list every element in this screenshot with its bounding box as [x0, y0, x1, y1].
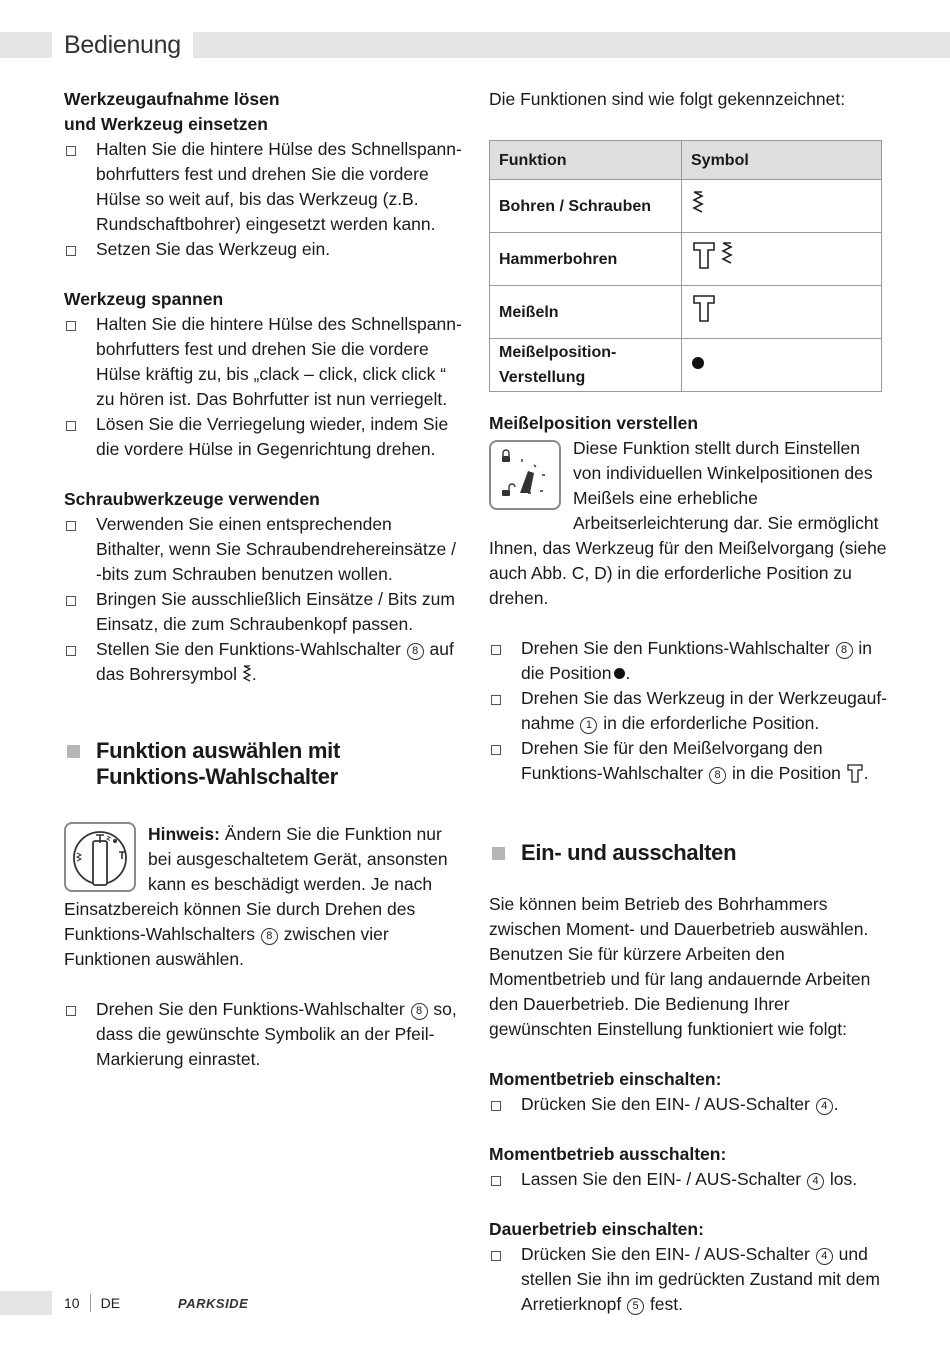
ref-number: 4	[816, 1248, 833, 1265]
brand-logo: PARKSIDE	[178, 1295, 249, 1311]
ref-number: 8	[407, 643, 424, 660]
header-bar-left	[0, 32, 52, 58]
hint-block: Hinweis: Ändern Sie die Funktion nur bei ausgeschaltetem Gerät, ansonsten kann es beschädigt werden. Je nach Einsatzbereich können Sie durch Drehen des Funktions-Wahlschalters 8 zwischen vier Funktionen auswählen.	[64, 824, 448, 969]
drill-icon	[691, 202, 705, 219]
table-header-row	[490, 141, 882, 180]
chisel-position-block: Diese Funktion stellt durch Einstellen von individuellen Winkelpositionen des Meißels eine erhebliche Arbeitserleichterung dar. Sie ermöglicht Ihnen, das Werkzeug für den Meißelvorgang (siehe auch Abb. C, D) in die erforderliche Position zu drehen.	[489, 438, 887, 608]
hammer-drill-icon	[691, 258, 737, 275]
table-intro: Die Funktionen sind wie folgt gekennzeichnet:	[489, 89, 846, 109]
hint-label: Hinweis:	[148, 824, 220, 844]
section-title-momentary-off: Momentbetrieb ausschalten:	[489, 1144, 727, 1164]
list-item: Halten Sie die hintere Hülse des Schnellspannbohrfutters fest und drehen Sie die vordere Hülse kräftig zu, bis „clack – click, click click “ zu hören ist. Das Bohrfutter ist nun verriegelt.	[64, 312, 464, 412]
section-title-momentary-on: Momentbetrieb einschalten:	[489, 1069, 722, 1089]
header-bar-right	[193, 32, 950, 58]
chisel-icon	[846, 763, 864, 790]
list-item: Verwenden Sie einen entsprechenden Bithalter, wenn Sie Schraubendrehereinsätze / -bits zum Schrauben benutzen wollen.	[64, 512, 464, 587]
ref-number: 4	[807, 1173, 824, 1190]
dot-icon	[614, 668, 625, 679]
footer-divider	[90, 1294, 91, 1312]
language-code: DE	[100, 1295, 121, 1311]
ref-number: 8	[836, 642, 853, 659]
ref-number: 1	[580, 717, 597, 734]
table-row: Meißeln	[490, 286, 882, 339]
on-off-intro: Sie können beim Betrieb des Bohrhammers zwischen Moment- und Dauerbetrieb auswählen. Benutzen Sie für kürzere Arbeiten den Momentbetrieb und für lang andauernde Arbeiten den Dauerbetrieb. Die Bedienung Ihrer gewünschten Einstellung funktioniert wie folgt:	[489, 894, 871, 1039]
chisel-position-icon	[489, 440, 561, 510]
list-item: Drehen Sie das Werkzeug in der Werkzeugaufnahme 1 in die erforderliche Position.	[489, 686, 889, 736]
dot-icon	[691, 357, 705, 374]
list-item: Lassen Sie den EIN- / AUS-Schalter 4 los.	[489, 1167, 889, 1192]
table-row: Meißelposition- Verstellung	[490, 339, 882, 392]
list-item: Lösen Sie die Verriegelung wieder, indem Sie die vordere Hülse in Gegenrichtung drehen.	[64, 412, 464, 462]
drill-icon	[242, 664, 252, 691]
function-table	[489, 140, 882, 392]
section-heading-function-select: Funktion auswählen mit Funktions-Wahlschalter	[64, 738, 464, 790]
list-item: Halten Sie die hintere Hülse des Schnellspannbohrfutters fest und drehen Sie die vordere Hülse so weit auf, bis das Werkzeug (z.B. Rundschaftbohrer) eingesetzt werden kann.	[64, 137, 464, 237]
section-heading-on-off: Ein- und ausschalten	[489, 840, 889, 866]
list-item: Drücken Sie den EIN- / AUS-Schalter 4 .	[489, 1092, 889, 1117]
chisel-icon	[691, 311, 719, 328]
table-header-symbol: Symbol	[682, 141, 882, 180]
list-item: Stellen Sie den Funktions-Wahlschalter 8 auf das Bohrersymbol .	[64, 637, 464, 691]
section-title-tool-chuck: Werkzeugaufnahme lösen und Werkzeug einsetzen	[64, 89, 280, 134]
left-column	[64, 87, 464, 1072]
section-title-screw-tools: Schraubwerkzeuge verwenden	[64, 489, 320, 509]
section-title-continuous-on: Dauerbetrieb einschalten:	[489, 1219, 704, 1239]
ref-number: 8	[261, 928, 278, 945]
list-item: Drehen Sie für den Meißelvorgang den Funktions-Wahlschalter 8 in die Position .	[489, 736, 889, 790]
list-item: Drehen Sie den Funktions-Wahlschalter 8 so, dass die gewünschte Symbolik an der Pfeil-Markierung einrastet.	[64, 997, 464, 1072]
ref-number: 4	[816, 1098, 833, 1115]
ref-number: 5	[627, 1298, 644, 1315]
list-item: Bringen Sie ausschließlich Einsätze / Bits zum Einsatz, die zum Schraubenkopf passen.	[64, 587, 464, 637]
ref-number: 8	[411, 1003, 428, 1020]
footer-bar	[0, 1291, 52, 1315]
list-item: Drücken Sie den EIN- / AUS-Schalter 4 und stellen Sie ihn im gedrückten Zustand mit dem Arretierknopf 5 fest.	[489, 1242, 889, 1317]
right-column	[489, 87, 889, 1317]
list-item: Setzen Sie das Werkzeug ein.	[64, 237, 464, 262]
page-footer	[64, 1294, 248, 1312]
table-row: Hammerbohren	[490, 233, 882, 286]
ref-number: 8	[709, 767, 726, 784]
page-number: 10	[64, 1295, 80, 1311]
section-title-chisel-position: Meißelposition verstellen	[489, 413, 699, 433]
page-title: Bedienung	[64, 31, 181, 59]
table-header-function: Funktion	[490, 141, 682, 180]
function-selector-icon	[64, 822, 136, 892]
list-item: Drehen Sie den Funktions-Wahlschalter 8 in die Position .	[489, 636, 889, 686]
table-row: Bohren / Schrauben	[490, 180, 882, 233]
section-title-clamp-tool: Werkzeug spannen	[64, 289, 224, 309]
